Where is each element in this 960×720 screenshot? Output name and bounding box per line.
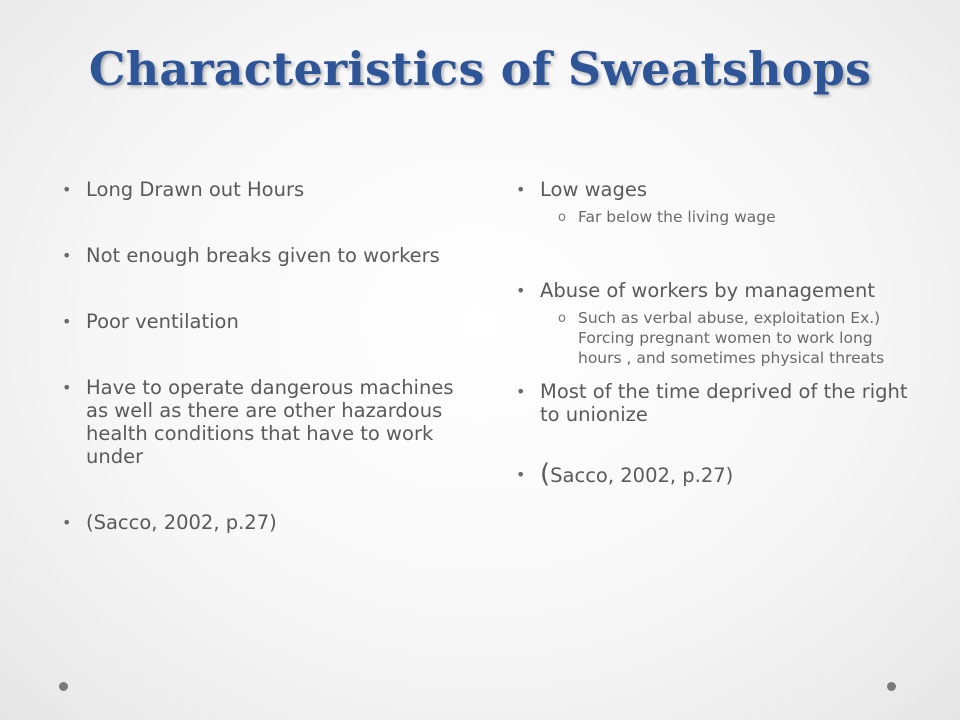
bullet-abuse: [516, 279, 916, 368]
bullet-ventilation: • Poor ventilation: [62, 310, 462, 333]
slide-title: Characteristics of Sweatshops: [88, 42, 872, 96]
citation-text: Sacco, 2002, p.27): [550, 464, 734, 487]
bullet-long-hours: • Long Drawn out Hours: [62, 178, 462, 201]
bullet-dangerous-machines: • Have to operate dangerous machines as well as there are other hazardous health conditions that have to work under: [62, 376, 462, 468]
footer-dot-right: [887, 682, 896, 691]
citation-paren: (: [540, 459, 551, 489]
bullet-low-wages: [516, 178, 916, 227]
right-bullet-list: [516, 178, 916, 487]
sub-bullet-abuse-examples: o Such as verbal abuse, exploitation Ex.) Forcing pregnant women to work long hours , and sometimes physical threats: [540, 308, 916, 368]
bullet-unionize: • Most of the time deprived of the right to unionize: [516, 380, 916, 426]
bullet-abuse-label: • Abuse of workers by management: [540, 279, 876, 302]
bullet-citation-left: • (Sacco, 2002, p.27): [62, 511, 462, 534]
left-bullet-list: [62, 178, 462, 534]
bullet-breaks: • Not enough breaks given to workers: [62, 244, 462, 267]
sub-bullet-living-wage: o Far below the living wage: [540, 207, 916, 227]
footer-dot-left: [59, 682, 68, 691]
bullet-low-wages-label: • Low wages: [540, 178, 648, 201]
bullet-citation-right: [516, 459, 916, 489]
